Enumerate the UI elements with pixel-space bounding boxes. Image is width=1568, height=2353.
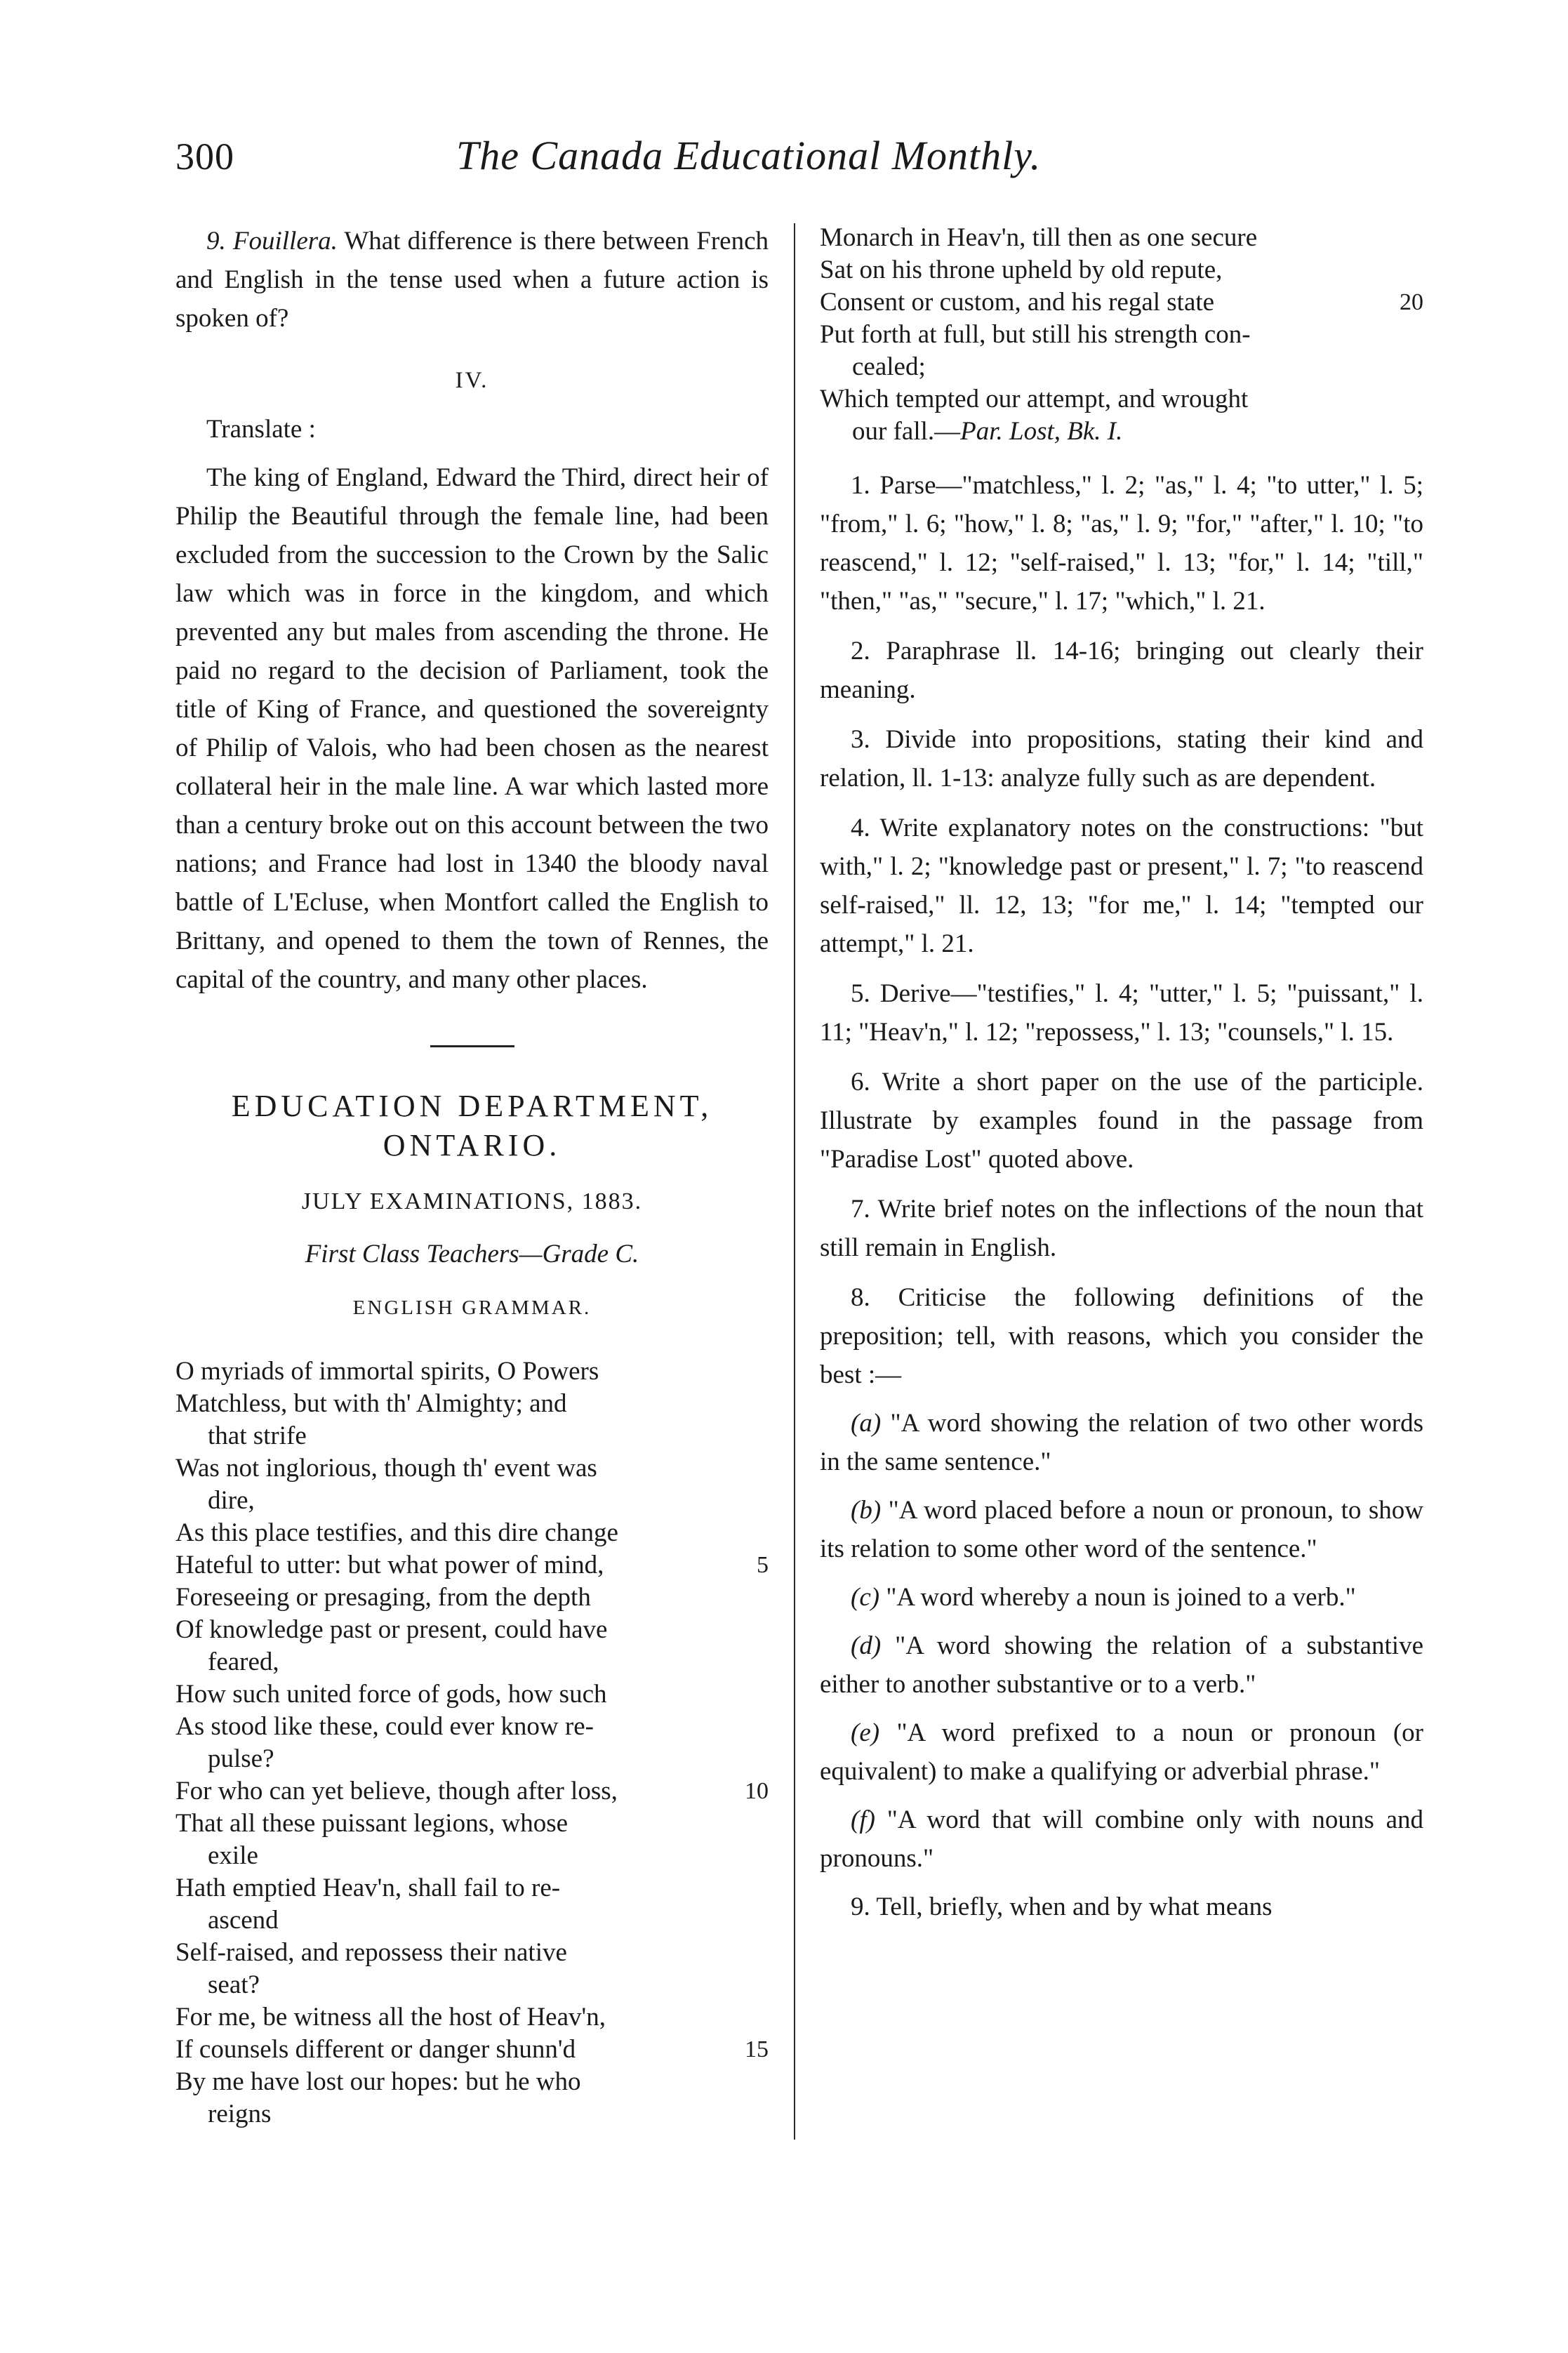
translation-passage: The king of England, Edward the Third, direct heir of Philip the Beautiful through the female line, had been excluded from the succession to the Crown by the Salic law which was in force in the kingdom, and which prevented any but males from ascending the throne. He paid no regard to the decision of Parliament, took the title of King of France, and questioned the sovereignty of Philip of Valois, who had been chosen as the nearest collateral heir in the male line. A war which lasted more than a century broke out on this account between the two nations; and France had lost in 1340 the bloody naval battle of L'Ecluse, when Montfort called the English to Brittany, and opened to them the town of Rennes, the capital of the country, and many other places.: [175, 463, 769, 994]
question-item: 2. Paraphrase ll. 14-16; bringing out clearly their meaning.: [820, 637, 1423, 704]
poem-citation: Par. Lost, Bk. I.: [960, 417, 1123, 446]
verse-text: As stood like these, could ever know re-: [175, 1712, 594, 1741]
verse-text: cealed;: [852, 352, 926, 381]
verse-line: [175, 2001, 769, 2034]
option-text: "A word showing the relation of two other words in the same sentence.": [820, 1409, 1423, 1476]
verse-text: As this place testifies, and this dire change: [175, 1518, 618, 1547]
verse-text: Consent or custom, and his regal state: [820, 288, 1215, 317]
option-label: (e): [851, 1718, 880, 1747]
line-number: 5: [757, 1552, 769, 1578]
verse-line: [175, 1517, 769, 1549]
verse-text: exile: [208, 1841, 258, 1870]
verse-line: [175, 1485, 769, 1517]
verse-line: [820, 286, 1423, 319]
section-numeral: IV.: [455, 368, 489, 393]
question-9-french: [175, 222, 769, 338]
option-label: (b): [851, 1496, 882, 1525]
verse-line: [175, 1356, 769, 1388]
verse-line: [820, 254, 1423, 286]
option-text: "A word that will combine only with nouns and pronouns.": [820, 1805, 1423, 1873]
verse-line: [820, 319, 1423, 351]
verse-text: For me, be witness all the host of Heav'n,: [175, 2003, 606, 2031]
option-label: (f): [851, 1805, 875, 1834]
question-9-text: What difference is there between French and English in the tense used when a future action is spoken of?: [175, 227, 769, 333]
verse-line: [820, 222, 1423, 254]
verse-line: [175, 1937, 769, 1969]
verse-line: [820, 351, 1423, 383]
verse-line: [820, 416, 1423, 448]
verse-line: [175, 2098, 769, 2130]
verse-line: [175, 2066, 769, 2098]
right-column: [820, 222, 1423, 1926]
verse-line: [175, 1808, 769, 1840]
question-item: 3. Divide into propositions, stating their kind and relation, ll. 1-13: analyze fully such as are dependent.: [820, 725, 1423, 793]
definition-option: [820, 1491, 1423, 1568]
option-text: "A word placed before a noun or pronoun, to show its relation to some other word of the sentence.": [820, 1496, 1423, 1563]
left-column: [175, 222, 769, 2130]
question-item: 5. Derive—"testifies," l. 4; "utter," l. 5; "puissant," l. 11; "Heav'n," l. 12; "repossess," l. 13; "counsels," l. 15.: [820, 979, 1423, 1047]
verse-text: For who can yet believe, though after loss,: [175, 1777, 618, 1805]
verse-line: [175, 1420, 769, 1452]
verse-text: Was not inglorious, though th' event was: [175, 1454, 597, 1483]
verse-line: [820, 383, 1423, 416]
verse-text: seat?: [208, 1970, 260, 1999]
examination-line: JULY EXAMINATIONS, 1883.: [301, 1188, 643, 1214]
verse-text: ascend: [208, 1906, 279, 1935]
verse-text: Self-raised, and repossess their native: [175, 1938, 567, 1967]
verse-line: [175, 2034, 769, 2066]
question-item: 1. Parse—"matchless," l. 2; "as," l. 4; "to utter," l. 5; "from," l. 6; "how," l. 8; "as," l. 9; "for," "after," l. 10; "to reascend," l. 12; "self-raised," l. 13; "for," l. 14; "till," "then," "as," "secure," l. 17; "which," l. 21.: [820, 471, 1423, 616]
verse-line: [175, 1775, 769, 1808]
verse-text: Matchless, but with th' Almighty; and: [175, 1389, 567, 1418]
department-title-line-2: ONTARIO.: [383, 1128, 562, 1162]
option-text: "A word whereby a noun is joined to a verb.": [879, 1583, 1356, 1612]
verse-text: that strife: [208, 1421, 307, 1450]
verse-line: [175, 1549, 769, 1582]
verse-text: Monarch in Heav'n, till then as one secure: [820, 223, 1258, 252]
verse-text: O myriads of immortal spirits, O Powers: [175, 1357, 599, 1386]
department-title-line-1: EDUCATION DEPARTMENT,: [231, 1089, 713, 1123]
verse-text: reigns: [208, 2100, 272, 2128]
verse-line: [175, 1872, 769, 1904]
column-divider: [794, 223, 795, 2140]
running-title: The Canada Educational Monthly.: [456, 133, 1042, 178]
question-9-label: 9. Fouillera.: [206, 227, 338, 256]
verse-line: [175, 1904, 769, 1937]
question-item: 6. Write a short paper on the use of the participle. Illustrate by examples found in the passage from "Paradise Lost" quoted above.: [820, 1068, 1423, 1174]
verse-line: [175, 1582, 769, 1614]
verse-text: Which tempted our attempt, and wrought: [820, 385, 1249, 413]
verse-line: [175, 1452, 769, 1485]
definition-option: [820, 1578, 1423, 1617]
department-title: [175, 1087, 769, 1165]
option-label: (d): [851, 1631, 882, 1660]
verse-line: [175, 1840, 769, 1872]
verse-text: How such united force of gods, how such: [175, 1680, 607, 1709]
verse-text: That all these puissant legions, whose: [175, 1809, 569, 1838]
subject-heading: ENGLISH GRAMMAR.: [352, 1297, 592, 1319]
verse-line: [175, 1678, 769, 1711]
verse-line: [175, 1711, 769, 1743]
verse-text: If counsels different or danger shunn'd: [175, 2035, 576, 2064]
verse-text: Hateful to utter: but what power of mind,: [175, 1551, 604, 1579]
verse-line: [175, 1614, 769, 1646]
definition-option: [820, 1714, 1423, 1791]
verse-line: [175, 1646, 769, 1678]
line-number: 20: [1400, 289, 1423, 315]
option-label: (a): [851, 1409, 882, 1438]
grade-line: First Class Teachers—Grade C.: [305, 1240, 639, 1268]
verse-line: [175, 1388, 769, 1420]
page-number: 300: [175, 135, 234, 178]
question-item: 4. Write explanatory notes on the constructions: "but with," l. 2; "knowledge past or present," l. 7; "to reascend self-raised," ll. 12, 13; "for me," l. 14; "tempted our attempt," l. 21.: [820, 814, 1423, 958]
question-list: [820, 466, 1423, 1394]
question-item: 7. Write brief notes on the inflections of the noun that still remain in English.: [820, 1195, 1423, 1262]
verse-line: [175, 1969, 769, 2001]
verse-text: Foreseeing or presaging, from the depth: [175, 1583, 591, 1612]
translate-label: Translate :: [206, 415, 316, 444]
verse-text: our fall.—: [852, 417, 961, 446]
definition-option: [820, 1404, 1423, 1481]
verse-text: By me have lost our hopes: but he who: [175, 2067, 581, 2096]
question-item: 8. Criticise the following definitions of the preposition; tell, with reasons, which you consider the best :—: [820, 1283, 1423, 1389]
line-number: 15: [745, 2036, 769, 2062]
verse-text: Of knowledge past or present, could have: [175, 1615, 608, 1644]
question-9-grammar: 9. Tell, briefly, when and by what means: [851, 1893, 1273, 1921]
verse-text: pulse?: [208, 1744, 274, 1773]
definition-option: [820, 1801, 1423, 1878]
verse-text: Put forth at full, but still his strength con-: [820, 320, 1251, 349]
verse-text: Hath emptied Heav'n, shall fail to re-: [175, 1874, 561, 1902]
poem-excerpt-continued: [820, 222, 1423, 448]
option-label: (c): [851, 1583, 880, 1612]
option-text: "A word prefixed to a noun or pronoun (or equivalent) to make a qualifying or adverbial phrase.": [820, 1718, 1423, 1786]
verse-text: Sat on his throne upheld by old repute,: [820, 256, 1223, 284]
verse-text: dire,: [208, 1486, 255, 1515]
verse-text: feared,: [208, 1648, 279, 1676]
section-rule: [430, 1045, 514, 1047]
definition-options: [820, 1404, 1423, 1878]
verse-line: [175, 1743, 769, 1775]
definition-option: [820, 1626, 1423, 1704]
option-text: "A word showing the relation of a substantive either to another substantive or to a verb.": [820, 1631, 1423, 1699]
poem-excerpt: [175, 1356, 769, 2130]
line-number: 10: [745, 1778, 769, 1804]
